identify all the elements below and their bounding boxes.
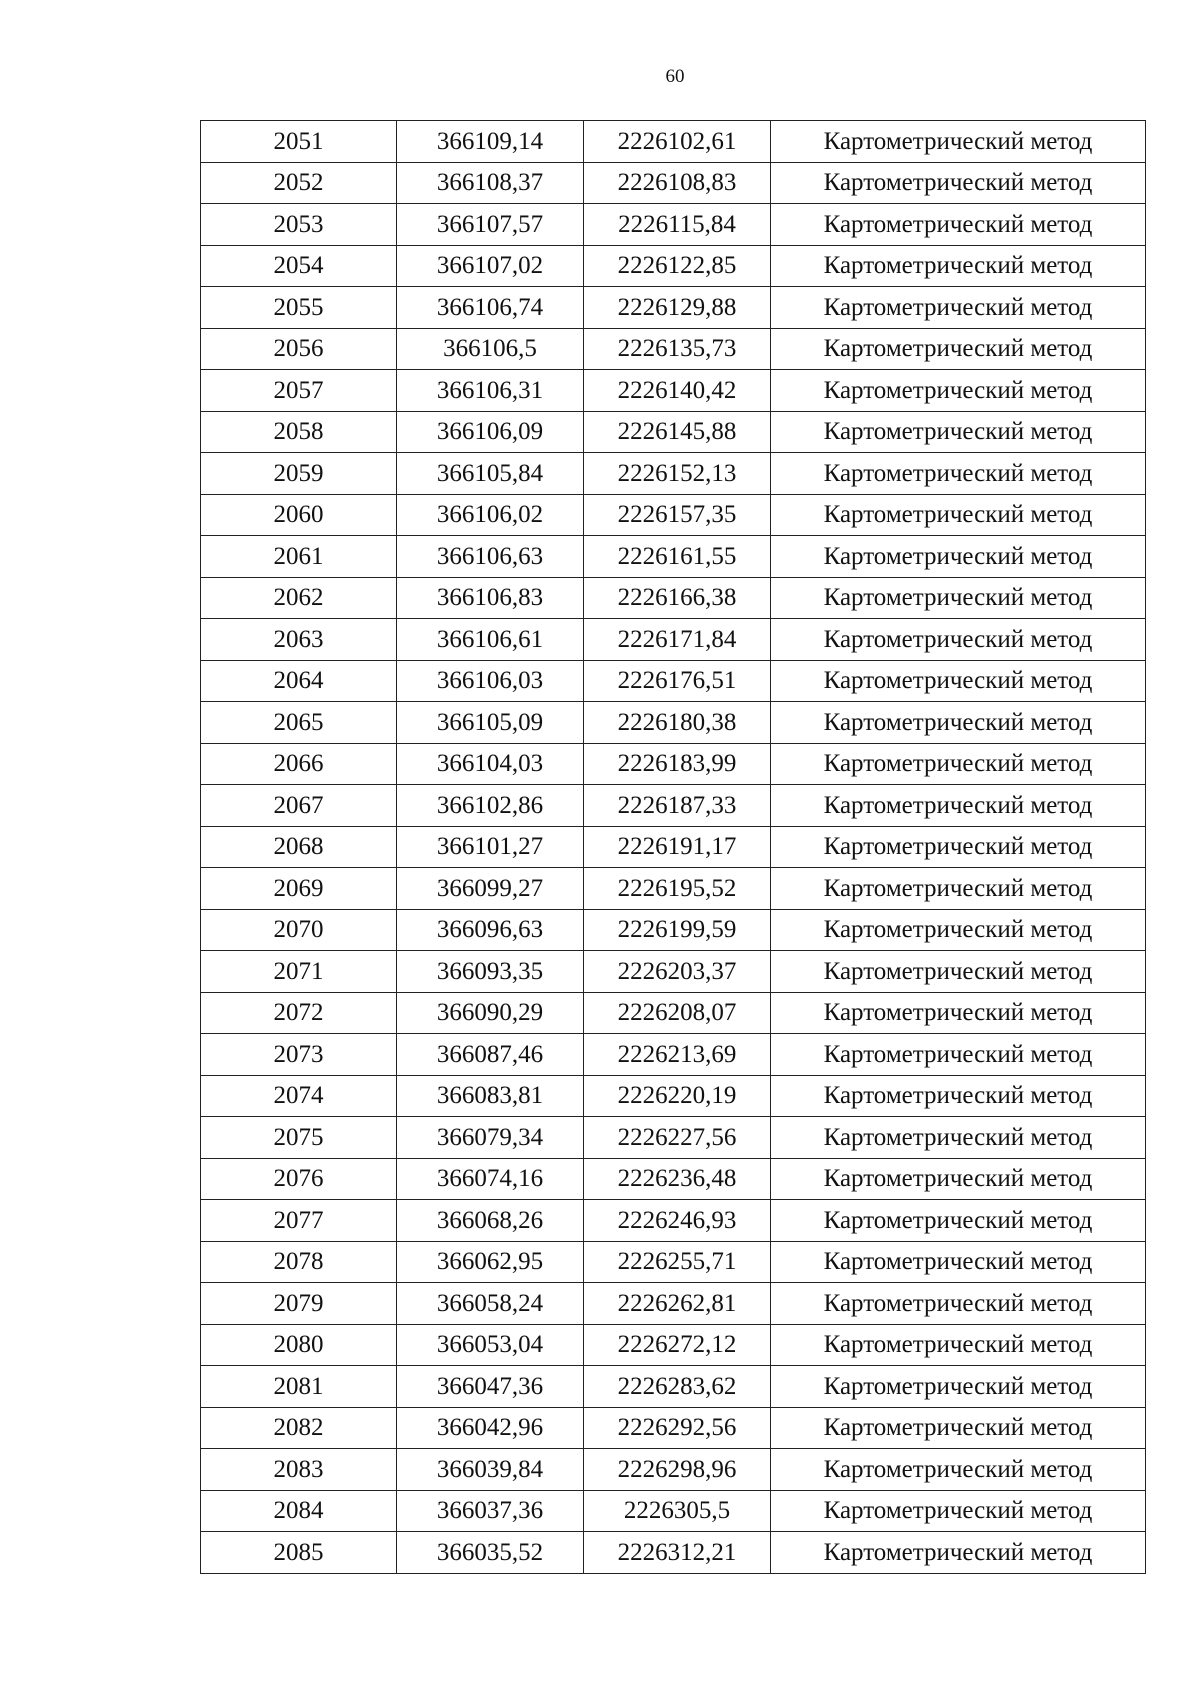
y-coordinate-cell: 2226283,62 [584,1366,771,1408]
point-number-cell: 2056 [201,328,397,370]
x-coordinate-cell: 366099,27 [397,868,584,910]
point-number-cell: 2059 [201,453,397,495]
method-cell: Картометрический метод [771,328,1146,370]
method-cell: Картометрический метод [771,909,1146,951]
table-row [201,1490,1146,1532]
point-number-cell: 2080 [201,1324,397,1366]
x-coordinate-cell: 366083,81 [397,1075,584,1117]
y-coordinate-cell: 2226191,17 [584,826,771,868]
x-coordinate-cell: 366106,31 [397,370,584,412]
x-coordinate-cell: 366074,16 [397,1158,584,1200]
table-row [201,1241,1146,1283]
method-cell: Картометрический метод [771,1449,1146,1491]
x-coordinate-cell: 366087,46 [397,1034,584,1076]
table-row [201,1407,1146,1449]
point-number-cell: 2067 [201,785,397,827]
table-row [201,121,1146,163]
y-coordinate-cell: 2226195,52 [584,868,771,910]
y-coordinate-cell: 2226129,88 [584,287,771,329]
table-row [201,992,1146,1034]
x-coordinate-cell: 366105,09 [397,702,584,744]
point-number-cell: 2079 [201,1283,397,1325]
method-cell: Картометрический метод [771,702,1146,744]
method-cell: Картометрический метод [771,245,1146,287]
method-cell: Картометрический метод [771,1532,1146,1574]
method-cell: Картометрический метод [771,1366,1146,1408]
y-coordinate-cell: 2226203,37 [584,951,771,993]
method-cell: Картометрический метод [771,951,1146,993]
table-row [201,1532,1146,1574]
x-coordinate-cell: 366102,86 [397,785,584,827]
point-number-cell: 2052 [201,162,397,204]
method-cell: Картометрический метод [771,1490,1146,1532]
method-cell: Картометрический метод [771,494,1146,536]
point-number-cell: 2062 [201,577,397,619]
coordinates-table-body [201,121,1146,1574]
y-coordinate-cell: 2226298,96 [584,1449,771,1491]
x-coordinate-cell: 366104,03 [397,743,584,785]
y-coordinate-cell: 2226199,59 [584,909,771,951]
x-coordinate-cell: 366106,74 [397,287,584,329]
x-coordinate-cell: 366106,61 [397,619,584,661]
y-coordinate-cell: 2226187,33 [584,785,771,827]
table-row [201,370,1146,412]
y-coordinate-cell: 2226166,38 [584,577,771,619]
method-cell: Картометрический метод [771,1283,1146,1325]
x-coordinate-cell: 366107,02 [397,245,584,287]
table-row [201,411,1146,453]
point-number-cell: 2082 [201,1407,397,1449]
y-coordinate-cell: 2226108,83 [584,162,771,204]
table-row [201,328,1146,370]
method-cell: Картометрический метод [771,1034,1146,1076]
x-coordinate-cell: 366079,34 [397,1117,584,1159]
x-coordinate-cell: 366090,29 [397,992,584,1034]
method-cell: Картометрический метод [771,660,1146,702]
table-row [201,660,1146,702]
table-row [201,702,1146,744]
y-coordinate-cell: 2226145,88 [584,411,771,453]
table-row [201,1366,1146,1408]
x-coordinate-cell: 366037,36 [397,1490,584,1532]
y-coordinate-cell: 2226115,84 [584,204,771,246]
y-coordinate-cell: 2226227,56 [584,1117,771,1159]
method-cell: Картометрический метод [771,1407,1146,1449]
x-coordinate-cell: 366106,5 [397,328,584,370]
point-number-cell: 2075 [201,1117,397,1159]
point-number-cell: 2085 [201,1532,397,1574]
x-coordinate-cell: 366042,96 [397,1407,584,1449]
y-coordinate-cell: 2226312,21 [584,1532,771,1574]
x-coordinate-cell: 366106,83 [397,577,584,619]
y-coordinate-cell: 2226161,55 [584,536,771,578]
method-cell: Картометрический метод [771,1241,1146,1283]
point-number-cell: 2053 [201,204,397,246]
y-coordinate-cell: 2226180,38 [584,702,771,744]
method-cell: Картометрический метод [771,992,1146,1034]
method-cell: Картометрический метод [771,577,1146,619]
table-row [201,287,1146,329]
y-coordinate-cell: 2226262,81 [584,1283,771,1325]
point-number-cell: 2066 [201,743,397,785]
method-cell: Картометрический метод [771,370,1146,412]
table-row [201,1158,1146,1200]
table-row [201,1075,1146,1117]
table-row [201,453,1146,495]
x-coordinate-cell: 366106,09 [397,411,584,453]
point-number-cell: 2054 [201,245,397,287]
x-coordinate-cell: 366093,35 [397,951,584,993]
x-coordinate-cell: 366047,36 [397,1366,584,1408]
x-coordinate-cell: 366062,95 [397,1241,584,1283]
point-number-cell: 2078 [201,1241,397,1283]
y-coordinate-cell: 2226292,56 [584,1407,771,1449]
x-coordinate-cell: 366058,24 [397,1283,584,1325]
table-row [201,1117,1146,1159]
y-coordinate-cell: 2226305,5 [584,1490,771,1532]
y-coordinate-cell: 2226152,13 [584,453,771,495]
table-row [201,951,1146,993]
method-cell: Картометрический метод [771,785,1146,827]
y-coordinate-cell: 2226213,69 [584,1034,771,1076]
table-row [201,619,1146,661]
method-cell: Картометрический метод [771,1158,1146,1200]
method-cell: Картометрический метод [771,1117,1146,1159]
y-coordinate-cell: 2226255,71 [584,1241,771,1283]
point-number-cell: 2068 [201,826,397,868]
point-number-cell: 2065 [201,702,397,744]
page-number: 60 [665,66,685,87]
table-row [201,785,1146,827]
point-number-cell: 2083 [201,1449,397,1491]
x-coordinate-cell: 366106,63 [397,536,584,578]
point-number-cell: 2061 [201,536,397,578]
point-number-cell: 2077 [201,1200,397,1242]
table-row [201,1283,1146,1325]
method-cell: Картометрический метод [771,826,1146,868]
point-number-cell: 2074 [201,1075,397,1117]
table-row [201,577,1146,619]
x-coordinate-cell: 366053,04 [397,1324,584,1366]
x-coordinate-cell: 366106,03 [397,660,584,702]
y-coordinate-cell: 2226176,51 [584,660,771,702]
table-row [201,826,1146,868]
point-number-cell: 2055 [201,287,397,329]
y-coordinate-cell: 2226208,07 [584,992,771,1034]
x-coordinate-cell: 366106,02 [397,494,584,536]
table-row [201,1034,1146,1076]
table-row [201,536,1146,578]
method-cell: Картометрический метод [771,453,1146,495]
point-number-cell: 2069 [201,868,397,910]
y-coordinate-cell: 2226140,42 [584,370,771,412]
point-number-cell: 2072 [201,992,397,1034]
point-number-cell: 2084 [201,1490,397,1532]
point-number-cell: 2081 [201,1366,397,1408]
y-coordinate-cell: 2226135,73 [584,328,771,370]
method-cell: Картометрический метод [771,1324,1146,1366]
method-cell: Картометрический метод [771,1075,1146,1117]
method-cell: Картометрический метод [771,162,1146,204]
table-row [201,1324,1146,1366]
point-number-cell: 2076 [201,1158,397,1200]
y-coordinate-cell: 2226236,48 [584,1158,771,1200]
coordinates-table [200,120,1146,1574]
y-coordinate-cell: 2226220,19 [584,1075,771,1117]
point-number-cell: 2063 [201,619,397,661]
table-row [201,1449,1146,1491]
x-coordinate-cell: 366068,26 [397,1200,584,1242]
method-cell: Картометрический метод [771,204,1146,246]
table-row [201,204,1146,246]
point-number-cell: 2073 [201,1034,397,1076]
x-coordinate-cell: 366035,52 [397,1532,584,1574]
x-coordinate-cell: 366101,27 [397,826,584,868]
y-coordinate-cell: 2226183,99 [584,743,771,785]
method-cell: Картометрический метод [771,536,1146,578]
x-coordinate-cell: 366096,63 [397,909,584,951]
table-row [201,868,1146,910]
x-coordinate-cell: 366039,84 [397,1449,584,1491]
y-coordinate-cell: 2226171,84 [584,619,771,661]
method-cell: Картометрический метод [771,743,1146,785]
point-number-cell: 2071 [201,951,397,993]
method-cell: Картометрический метод [771,619,1146,661]
x-coordinate-cell: 366109,14 [397,121,584,163]
y-coordinate-cell: 2226157,35 [584,494,771,536]
table-row [201,245,1146,287]
method-cell: Картометрический метод [771,287,1146,329]
point-number-cell: 2057 [201,370,397,412]
y-coordinate-cell: 2226246,93 [584,1200,771,1242]
x-coordinate-cell: 366105,84 [397,453,584,495]
x-coordinate-cell: 366108,37 [397,162,584,204]
table-row [201,494,1146,536]
table-row [201,909,1146,951]
x-coordinate-cell: 366107,57 [397,204,584,246]
table-row [201,1200,1146,1242]
method-cell: Картометрический метод [771,121,1146,163]
point-number-cell: 2064 [201,660,397,702]
point-number-cell: 2058 [201,411,397,453]
y-coordinate-cell: 2226122,85 [584,245,771,287]
method-cell: Картометрический метод [771,411,1146,453]
method-cell: Картометрический метод [771,1200,1146,1242]
table-row [201,743,1146,785]
point-number-cell: 2051 [201,121,397,163]
point-number-cell: 2070 [201,909,397,951]
point-number-cell: 2060 [201,494,397,536]
y-coordinate-cell: 2226102,61 [584,121,771,163]
y-coordinate-cell: 2226272,12 [584,1324,771,1366]
table-row [201,162,1146,204]
method-cell: Картометрический метод [771,868,1146,910]
